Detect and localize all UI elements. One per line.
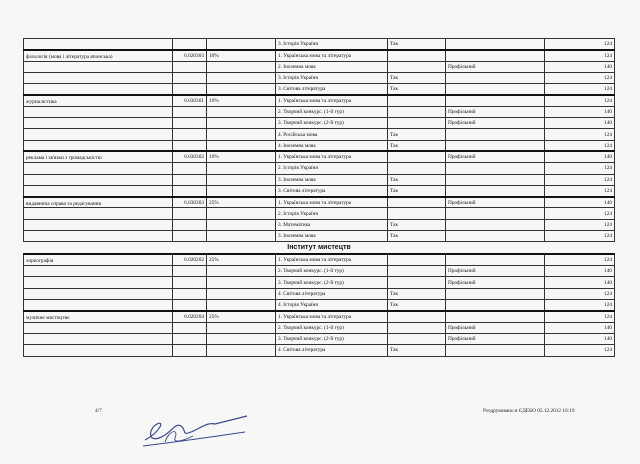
subject-cell: 2. Історія України (276, 163, 388, 174)
score-cell: 140 (545, 197, 615, 208)
specialty-cell (24, 231, 173, 242)
subject-cell: 3. Творчий конкурс. (2-й тур) (276, 277, 388, 288)
subject-cell: 2. Історія України (276, 208, 388, 219)
score-cell: 140 (545, 118, 615, 129)
specialty-cell: видавнича справа та редагування (24, 197, 173, 208)
code-cell (173, 300, 207, 311)
required-cell (388, 333, 446, 344)
table-row (24, 345, 615, 356)
subject-cell: 2. Творчий конкурс. (1-й тур) (276, 106, 388, 117)
percent-cell: 25% (207, 311, 276, 322)
specialty-cell (24, 333, 173, 344)
score-cell: 124 (545, 50, 615, 61)
table-row (24, 118, 615, 129)
subject-cell: 4. Світова література (276, 288, 388, 299)
required-cell: Так (388, 84, 446, 95)
profile-cell (446, 163, 545, 174)
required-cell (388, 266, 446, 277)
code-cell (173, 333, 207, 344)
code-cell (173, 140, 207, 151)
subject-cell: 3. Історія України (276, 72, 388, 83)
table-row (24, 61, 615, 72)
score-cell: 124 (545, 288, 615, 299)
specialty-cell (24, 106, 173, 117)
required-cell: Так (388, 174, 446, 185)
code-cell (173, 185, 207, 196)
specialty-cell (24, 84, 173, 95)
percent-cell (207, 333, 276, 344)
page-number: 4/7 (95, 408, 102, 414)
score-cell: 140 (545, 277, 615, 288)
profile-cell: Профільний (446, 61, 545, 72)
code-cell (173, 118, 207, 129)
subject-cell: 4. Іноземна мова (276, 140, 388, 151)
profile-cell (446, 254, 545, 265)
percent-cell (207, 208, 276, 219)
percent-cell: 10% (207, 151, 276, 162)
code-cell (173, 231, 207, 242)
required-cell: Так (388, 72, 446, 83)
specialty-cell (24, 300, 173, 311)
percent-cell (207, 231, 276, 242)
percent-cell: 25% (207, 254, 276, 265)
specialty-cell (24, 345, 173, 356)
code-cell (173, 61, 207, 72)
specialty-cell: реклама і зв'язки з громадськістю (24, 151, 173, 162)
specialty-cell: хореографія (24, 254, 173, 265)
percent-cell (207, 277, 276, 288)
required-cell (388, 311, 446, 322)
percent-cell (207, 266, 276, 277)
required-cell: Так (388, 129, 446, 140)
percent-cell (207, 129, 276, 140)
required-cell (388, 118, 446, 129)
table-row (24, 106, 615, 117)
score-cell: 124 (545, 129, 615, 140)
table-row (24, 84, 615, 95)
table-row (24, 72, 615, 83)
score-cell: 124 (545, 95, 615, 106)
specialty-cell (24, 163, 173, 174)
specialty-cell: музичне мистецтво (24, 311, 173, 322)
score-cell: 140 (545, 61, 615, 72)
score-cell: 124 (545, 219, 615, 230)
specialty-cell: журналістика (24, 95, 173, 106)
table-row (24, 50, 615, 61)
score-cell: 124 (545, 231, 615, 242)
percent-cell (207, 322, 276, 333)
specialty-cell (24, 277, 173, 288)
percent-cell (207, 174, 276, 185)
subject-cell: 3. Іноземна мова (276, 174, 388, 185)
score-cell: 124 (545, 185, 615, 196)
required-cell (388, 95, 446, 106)
profile-cell (446, 39, 545, 50)
required-cell: Так (388, 140, 446, 151)
specialty-cell (24, 266, 173, 277)
required-cell: Так (388, 300, 446, 311)
table-row (24, 129, 615, 140)
score-cell: 124 (545, 72, 615, 83)
score-cell: 124 (545, 84, 615, 95)
profile-cell: Профільний (446, 277, 545, 288)
specialty-cell (24, 288, 173, 299)
percent-cell (207, 72, 276, 83)
percent-cell (207, 140, 276, 151)
table-row (24, 333, 615, 344)
code-cell (173, 345, 207, 356)
table-row (24, 231, 615, 242)
score-cell: 124 (545, 39, 615, 50)
profile-cell (446, 95, 545, 106)
subject-cell: 1. Українська мова та література (276, 95, 388, 106)
table-row (24, 39, 615, 50)
code-cell (173, 84, 207, 95)
code-cell (173, 129, 207, 140)
signature-icon (135, 402, 255, 452)
subject-cell: 1. Українська мова та література (276, 254, 388, 265)
percent-cell (207, 185, 276, 196)
specialty-cell (24, 39, 173, 50)
percent-cell (207, 61, 276, 72)
table-row (24, 174, 615, 185)
required-cell (388, 322, 446, 333)
subject-cell: 3. Іноземна мова (276, 231, 388, 242)
code-cell: 6.030303 (173, 197, 207, 208)
percent-cell (207, 39, 276, 50)
profile-cell (446, 140, 545, 151)
table-row (24, 254, 615, 265)
profile-cell (446, 50, 545, 61)
subject-cell: 4. Російська мова (276, 129, 388, 140)
profile-cell: Профільний (446, 118, 545, 129)
code-cell: 6.030301 (173, 95, 207, 106)
percent-cell: 10% (207, 50, 276, 61)
percent-cell (207, 300, 276, 311)
score-cell: 124 (545, 140, 615, 151)
percent-cell (207, 163, 276, 174)
subject-cell: 1. Українська мова та література (276, 50, 388, 61)
subject-cell: 2. Іноземна мова (276, 61, 388, 72)
percent-cell (207, 219, 276, 230)
table-row (24, 197, 615, 208)
profile-cell (446, 208, 545, 219)
table-row (24, 219, 615, 230)
required-cell: Так (388, 185, 446, 196)
subject-cell: 3. Світова література (276, 185, 388, 196)
score-cell: 124 (545, 208, 615, 219)
subject-cell: 1. Українська мова та література (276, 151, 388, 162)
score-cell: 124 (545, 174, 615, 185)
score-cell: 124 (545, 163, 615, 174)
table-row (24, 266, 615, 277)
profile-cell (446, 84, 545, 95)
required-cell (388, 61, 446, 72)
profile-cell (446, 231, 545, 242)
table-row (24, 288, 615, 299)
profile-cell (446, 311, 545, 322)
table-body-philology (24, 39, 615, 242)
profile-cell (446, 219, 545, 230)
required-cell: Так (388, 39, 446, 50)
admission-table (23, 38, 615, 357)
score-cell: 140 (545, 333, 615, 344)
specialty-cell (24, 322, 173, 333)
profile-cell (446, 288, 545, 299)
specialty-cell (24, 174, 173, 185)
code-cell (173, 219, 207, 230)
table-row (24, 95, 615, 106)
subject-cell: 3. Математика (276, 219, 388, 230)
percent-cell: 10% (207, 95, 276, 106)
required-cell (388, 50, 446, 61)
required-cell (388, 197, 446, 208)
profile-cell: Профільний (446, 197, 545, 208)
specialty-cell (24, 185, 173, 196)
code-cell (173, 174, 207, 185)
subject-cell: 3. Творчий конкурс. (2-й тур) (276, 118, 388, 129)
section-header (24, 242, 615, 255)
specialty-cell (24, 208, 173, 219)
table-row (24, 300, 615, 311)
table-row (24, 322, 615, 333)
code-cell (173, 322, 207, 333)
score-cell: 124 (545, 254, 615, 265)
profile-cell (446, 72, 545, 83)
required-cell: Так (388, 219, 446, 230)
required-cell: Так (388, 231, 446, 242)
required-cell: Так (388, 288, 446, 299)
specialty-cell (24, 140, 173, 151)
required-cell (388, 163, 446, 174)
subject-cell: 1. Українська мова та література (276, 311, 388, 322)
subject-cell: 1. Українська мова та література (276, 197, 388, 208)
code-cell (173, 163, 207, 174)
table-body-arts (24, 254, 615, 356)
code-cell: 6.020204 (173, 311, 207, 322)
code-cell (173, 277, 207, 288)
score-cell: 140 (545, 322, 615, 333)
profile-cell: Профільний (446, 106, 545, 117)
profile-cell (446, 129, 545, 140)
percent-cell (207, 118, 276, 129)
subject-cell: 3. Творчий конкурс. (2-й тур) (276, 333, 388, 344)
required-cell (388, 277, 446, 288)
subject-cell: 3. Історія України (276, 39, 388, 50)
code-cell (173, 208, 207, 219)
percent-cell: 25% (207, 197, 276, 208)
subject-cell: 4. Історія України (276, 300, 388, 311)
required-cell: Так (388, 345, 446, 356)
specialty-cell (24, 72, 173, 83)
subject-cell: 2. Творчий конкурс. (1-й тур) (276, 266, 388, 277)
code-cell: 6.020303 (173, 50, 207, 61)
required-cell (388, 254, 446, 265)
profile-cell (446, 185, 545, 196)
printed-stamp: Роздруковано в ЄДЕБО 05.12.2012 16:19 (483, 408, 575, 414)
required-cell (388, 151, 446, 162)
percent-cell (207, 84, 276, 95)
code-cell (173, 106, 207, 117)
table-row (24, 140, 615, 151)
table-row (24, 151, 615, 162)
required-cell (388, 208, 446, 219)
profile-cell (446, 300, 545, 311)
specialty-cell (24, 129, 173, 140)
percent-cell (207, 288, 276, 299)
subject-cell: 3. Світова література (276, 84, 388, 95)
subject-cell: 2. Творчий конкурс. (1-й тур) (276, 322, 388, 333)
profile-cell (446, 345, 545, 356)
specialty-cell (24, 219, 173, 230)
table-row (24, 277, 615, 288)
score-cell: 124 (545, 311, 615, 322)
specialty-cell (24, 61, 173, 72)
table-row (24, 185, 615, 196)
score-cell: 124 (545, 300, 615, 311)
percent-cell (207, 106, 276, 117)
score-cell: 124 (545, 345, 615, 356)
profile-cell: Профільний (446, 333, 545, 344)
score-cell: 140 (545, 151, 615, 162)
code-cell (173, 72, 207, 83)
code-cell (173, 39, 207, 50)
profile-cell: Профільний (446, 266, 545, 277)
required-cell (388, 106, 446, 117)
percent-cell (207, 345, 276, 356)
table-row (24, 163, 615, 174)
code-cell (173, 288, 207, 299)
profile-cell: Профільний (446, 151, 545, 162)
table-row (24, 311, 615, 322)
specialty-cell: філологія (мова і література японська) (24, 50, 173, 61)
subject-cell: 4. Світова література (276, 345, 388, 356)
table-row (24, 208, 615, 219)
code-cell: 6.030302 (173, 151, 207, 162)
specialty-cell (24, 118, 173, 129)
section-title: Інститут мистецтв (24, 242, 615, 255)
code-cell (173, 266, 207, 277)
profile-cell: Профільний (446, 322, 545, 333)
score-cell: 140 (545, 266, 615, 277)
profile-cell (446, 174, 545, 185)
code-cell: 6.020202 (173, 254, 207, 265)
score-cell: 140 (545, 106, 615, 117)
